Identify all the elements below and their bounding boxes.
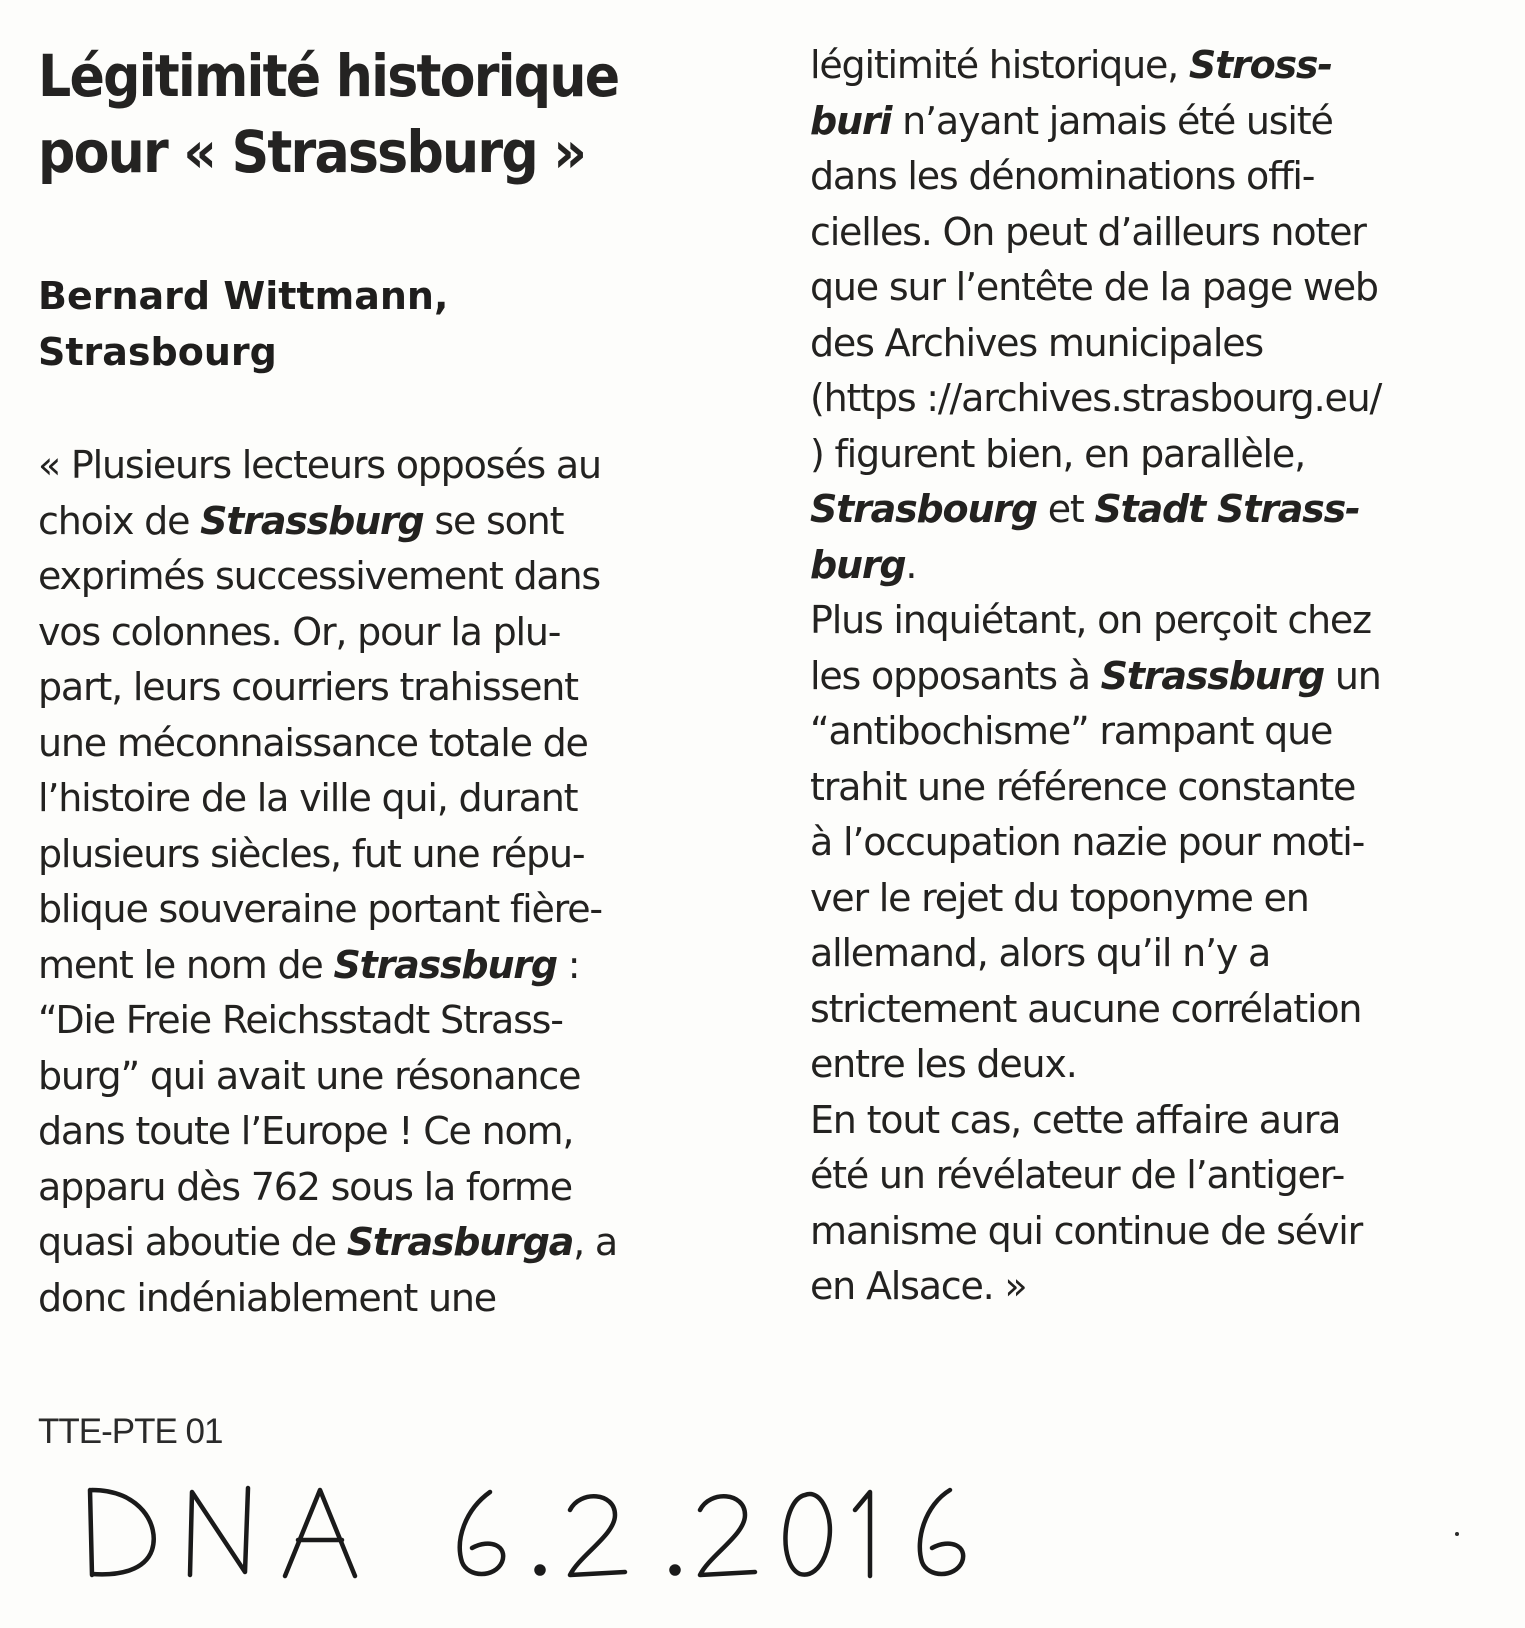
text-segment: ment le nom de [38, 942, 334, 987]
text-segment: trahit une référence constante [810, 764, 1356, 809]
text-line [810, 427, 1381, 483]
text-line [810, 94, 1381, 150]
text-line [810, 593, 1381, 649]
text-segment: à l’occupation nazie pour moti- [810, 820, 1365, 864]
text-line [810, 38, 1381, 94]
text-line [810, 1148, 1381, 1204]
text-segment: cielles. On peut d’ailleurs noter [810, 209, 1366, 254]
byline [38, 268, 738, 380]
text-segment: strictement aucune corrélation [810, 986, 1362, 1031]
text-segment: vos colonnes. Or, pour la plu- [38, 609, 561, 654]
text-line [810, 205, 1381, 261]
text-line [810, 260, 1381, 316]
text-line [810, 760, 1381, 816]
text-segment: été un révélateur de l’antiger- [810, 1153, 1345, 1197]
text-line [38, 827, 617, 883]
handwritten-date-note [70, 1470, 1010, 1590]
text-segment: allemand, alors qu’il n’y a [810, 931, 1271, 975]
text-line [810, 1037, 1381, 1093]
headline [38, 38, 668, 190]
text-line [810, 538, 1381, 594]
text-line [38, 1271, 617, 1327]
text-segment: « Plusieurs lecteurs opposés au [38, 443, 601, 487]
text-line [38, 938, 617, 994]
text-segment: En tout cas, cette affaire aura [810, 1097, 1341, 1142]
emphasized-text: Strasbourg [810, 487, 1037, 531]
text-segment: apparu dès 762 sous la forme [38, 1164, 572, 1209]
headline-line-2: pour « Strassburg » [38, 118, 586, 186]
reference-code: TTE-PTE 01 [38, 1412, 223, 1451]
text-segment: les opposants à [810, 653, 1101, 698]
emphasized-text: Strasburga [346, 1220, 574, 1264]
text-segment: ver le rejet du toponyme en [810, 875, 1309, 920]
headline-line-1: Légitimité historique [38, 42, 619, 110]
text-line [38, 1104, 617, 1160]
text-line [38, 1160, 617, 1216]
text-line [38, 605, 617, 661]
text-segment: se sont [423, 498, 564, 543]
text-line [810, 1204, 1381, 1260]
right-column-text [810, 38, 1381, 1315]
text-segment: un [1324, 653, 1381, 698]
text-line [38, 549, 617, 605]
text-segment: l’histoire de la ville qui, durant [38, 776, 578, 820]
text-segment: , a [573, 1220, 617, 1264]
text-segment: : [556, 942, 580, 987]
text-line [810, 371, 1381, 427]
text-line [810, 316, 1381, 372]
emphasized-text: burg [810, 542, 906, 587]
emphasized-text: buri [810, 98, 892, 143]
text-segment: “antibochisme” rampant que [810, 709, 1333, 753]
left-column-text [38, 438, 617, 1326]
emphasized-text: Strassburg [1100, 653, 1325, 698]
text-line [38, 660, 617, 716]
handwriting-drawing [70, 1470, 1010, 1590]
text-segment: donc indéniablement une [38, 1275, 496, 1320]
text-segment: quasi aboutie de [38, 1220, 347, 1264]
text-segment: et [1036, 487, 1095, 531]
text-line [810, 704, 1381, 760]
text-segment: . [905, 542, 917, 587]
text-line [810, 871, 1381, 927]
text-line [38, 993, 617, 1049]
text-segment: des Archives municipales [810, 320, 1263, 365]
text-line [810, 1259, 1381, 1315]
text-line [38, 494, 617, 550]
text-segment: Plus inquiétant, on perçoit chez [810, 598, 1371, 642]
text-segment: “Die Freie Reichsstadt Strass- [38, 998, 563, 1042]
author-location: Strasbourg [38, 330, 277, 374]
text-line [38, 771, 617, 827]
text-segment: dans les dénominations offi- [810, 154, 1315, 198]
stray-ink-dot [1455, 1532, 1459, 1536]
text-line [38, 438, 617, 494]
text-segment: n’ayant jamais été usité [891, 98, 1333, 143]
author-name: Bernard Wittmann, [38, 274, 449, 318]
text-segment: ) figurent bien, en parallèle, [810, 431, 1305, 476]
text-segment: choix de [38, 498, 201, 543]
text-segment: légitimité historique, [810, 43, 1189, 87]
emphasized-text: Stadt Strass- [1094, 487, 1360, 531]
text-line [810, 649, 1381, 705]
text-segment: que sur l’entête de la page web [810, 265, 1378, 309]
text-line [38, 1049, 617, 1105]
text-line [38, 882, 617, 938]
text-line [810, 815, 1381, 871]
text-line [38, 716, 617, 772]
text-line [810, 482, 1381, 538]
text-segment: en Alsace. » [810, 1264, 1027, 1308]
text-segment: entre les deux. [810, 1042, 1077, 1086]
emphasized-text: Strassburg [200, 498, 424, 543]
text-segment: burg” qui avait une résonance [38, 1053, 581, 1098]
text-segment: (https ://archives.strasbourg.eu/ [810, 376, 1382, 420]
text-line [810, 149, 1381, 205]
text-segment: exprimés successivement dans [38, 554, 600, 598]
text-segment: blique souveraine portant fière- [38, 887, 602, 931]
text-line [810, 982, 1381, 1038]
text-segment: une méconnaissance totale de [38, 720, 588, 765]
text-line [810, 1093, 1381, 1149]
text-segment: plusieurs siècles, fut une répu- [38, 831, 585, 876]
text-segment: manisme qui continue de sévir [810, 1208, 1362, 1253]
text-segment: part, leurs courriers trahissent [38, 665, 578, 709]
text-segment: dans toute l’Europe ! Ce nom, [38, 1109, 574, 1153]
emphasized-text: Stross- [1188, 43, 1332, 87]
text-line [38, 1215, 617, 1271]
emphasized-text: Strassburg [333, 942, 557, 987]
text-line [810, 926, 1381, 982]
